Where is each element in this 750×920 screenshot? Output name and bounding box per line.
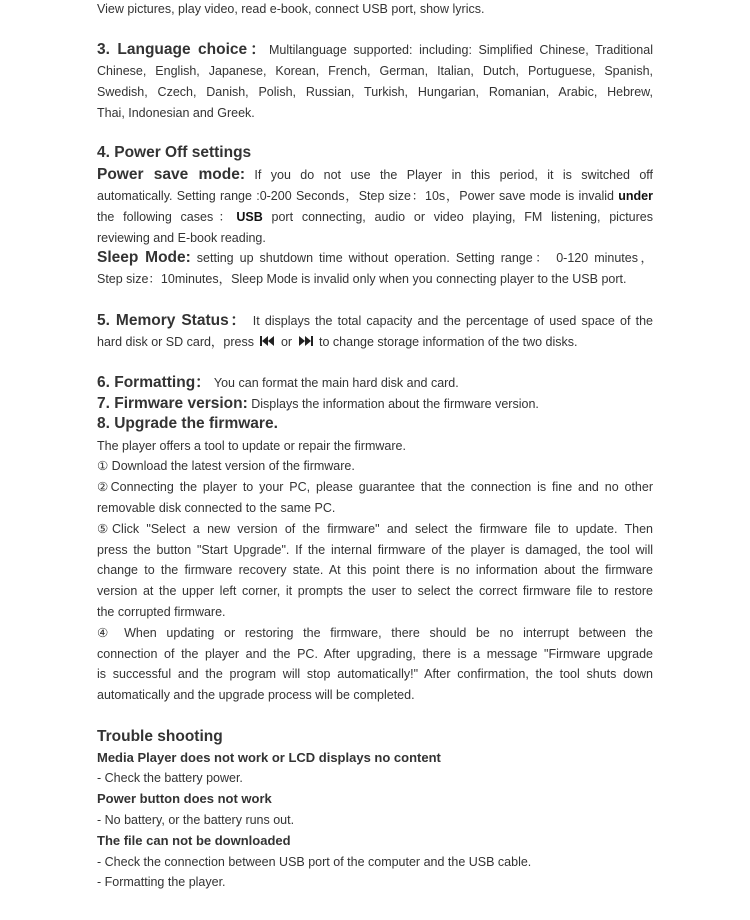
language-line-3: Swedish, Czech, Danish, Polish, Russian, Turkish, Hungarian, Romanian, Arabic, Hebrew, xyxy=(97,85,653,99)
power-save-label: Power save mode: xyxy=(97,166,245,183)
trouble-answer-3-line-1: - Check the connection between USB port of the computer and the USB cable. xyxy=(97,855,532,869)
firmware-version-text: Displays the information about the firmware version. xyxy=(247,397,539,411)
memory-text-2a: hard disk or SD card，press xyxy=(97,335,258,349)
formatting-heading: 6. Formatting： xyxy=(97,374,211,391)
power-save-line-3 xyxy=(97,209,653,225)
memory-line-2 xyxy=(97,334,653,351)
sleep-line-1 xyxy=(97,250,653,266)
memory-heading: 5. Memory Status： xyxy=(97,312,248,329)
language-text-1: Multilanguage supported: including: Simplified Chinese, Traditional xyxy=(268,43,653,57)
power-save-line-2 xyxy=(97,188,653,204)
upgrade-step-3-line-3: change to the firmware recovery state. At this point there is no information about the firmware xyxy=(97,563,653,577)
upgrade-intro: The player offers a tool to update or repair the firmware. xyxy=(97,439,406,453)
skip-next-icon xyxy=(298,335,314,351)
power-save-text-3b: USB xyxy=(236,210,263,224)
power-save-text-2a: automatically. Setting range :0-200 Seconds，Step size：10s，Power save mode is invalid xyxy=(97,189,619,203)
upgrade-step-4-line-4: automatically and the upgrade process will be completed. xyxy=(97,688,415,702)
intro-line: View pictures, play video, read e-book, connect USB port, show lyrics. xyxy=(97,2,485,16)
sleep-line-2: Step size：10minutes，Sleep Mode is invalid only when you connecting player to the USB port. xyxy=(97,272,627,286)
language-line-4: Thai, Indonesian and Greek. xyxy=(97,106,255,120)
trouble-heading: Trouble shooting xyxy=(97,728,223,745)
upgrade-step-3-line-1: ⑤Click "Select a new version of the firmware" and select the firmware file to update. Then xyxy=(97,522,653,536)
trouble-answer-3-line-2: - Formatting the player. xyxy=(97,875,226,889)
power-save-text-3a: the following cases： xyxy=(97,210,237,224)
upgrade-step-4-line-3: is successful and the program will stop automatically!" After confirmation, the tool shuts down xyxy=(97,667,653,681)
memory-text-2b: or xyxy=(277,335,296,349)
power-save-text-3c: port connecting, audio or video playing, FM listening, pictures xyxy=(262,210,653,224)
trouble-answer-1: - Check the battery power. xyxy=(97,771,243,785)
language-line-2: Chinese, English, Japanese, Korean, French, German, Italian, Dutch, Portuguese, Spanish, xyxy=(97,64,653,78)
firmware-version-heading: 7. Firmware version: xyxy=(97,395,248,412)
power-save-text-1: If you do not use the Player in this period, it is switched off xyxy=(244,168,653,182)
upgrade-heading: 8. Upgrade the firmware. xyxy=(97,415,278,432)
memory-text-2c: to change storage information of the two disks. xyxy=(315,335,578,349)
firmware-version-line xyxy=(97,396,653,412)
upgrade-step-3-line-2: press the button "Start Upgrade". If the internal firmware of the player is damaged, the tool will xyxy=(97,543,653,557)
trouble-question-2: Power button does not work xyxy=(97,791,272,806)
upgrade-step-2-line-1: ②Connecting the player to your PC, please guarantee that the connection is fine and no other xyxy=(97,480,653,494)
language-heading: 3. Language choice： xyxy=(97,41,269,58)
memory-text-1: It displays the total capacity and the percentage of used space of the xyxy=(247,314,653,328)
trouble-question-1: Media Player does not work or LCD displays no content xyxy=(97,750,441,765)
formatting-line xyxy=(97,375,653,391)
upgrade-step-4-line-2: connection of the player and the PC. After upgrading, there is a message "Firmware upgrade xyxy=(97,647,653,661)
language-line-1 xyxy=(97,42,653,58)
trouble-question-3: The file can not be downloaded xyxy=(97,833,291,848)
power-off-heading: 4. Power Off settings xyxy=(97,144,252,161)
formatting-text: You can format the main hard disk and card. xyxy=(210,376,459,390)
trouble-answer-2: - No battery, or the battery runs out. xyxy=(97,813,295,827)
upgrade-step-4-line-1: ④ When updating or restoring the firmware, there should be no interrupt between the xyxy=(97,626,653,640)
skip-previous-icon xyxy=(259,335,275,351)
memory-line-1 xyxy=(97,313,653,329)
upgrade-step-1: ① Download the latest version of the firmware. xyxy=(97,459,355,473)
power-save-line-4: reviewing and E-book reading. xyxy=(97,231,266,245)
power-save-text-2b: under xyxy=(618,189,653,203)
upgrade-step-3-line-4: version at the upper left corner, it prompts the user to select the correct firmware file to restore xyxy=(97,584,653,598)
power-save-line-1 xyxy=(97,167,653,183)
upgrade-step-2-line-2: removable disk connected to the same PC. xyxy=(97,501,336,515)
upgrade-step-3-line-5: the corrupted firmware. xyxy=(97,605,226,619)
sleep-label: Sleep Mode: xyxy=(97,249,191,266)
sleep-text-1: setting up shutdown time without operation. Setting range： 0-120 minutes， xyxy=(190,251,653,265)
